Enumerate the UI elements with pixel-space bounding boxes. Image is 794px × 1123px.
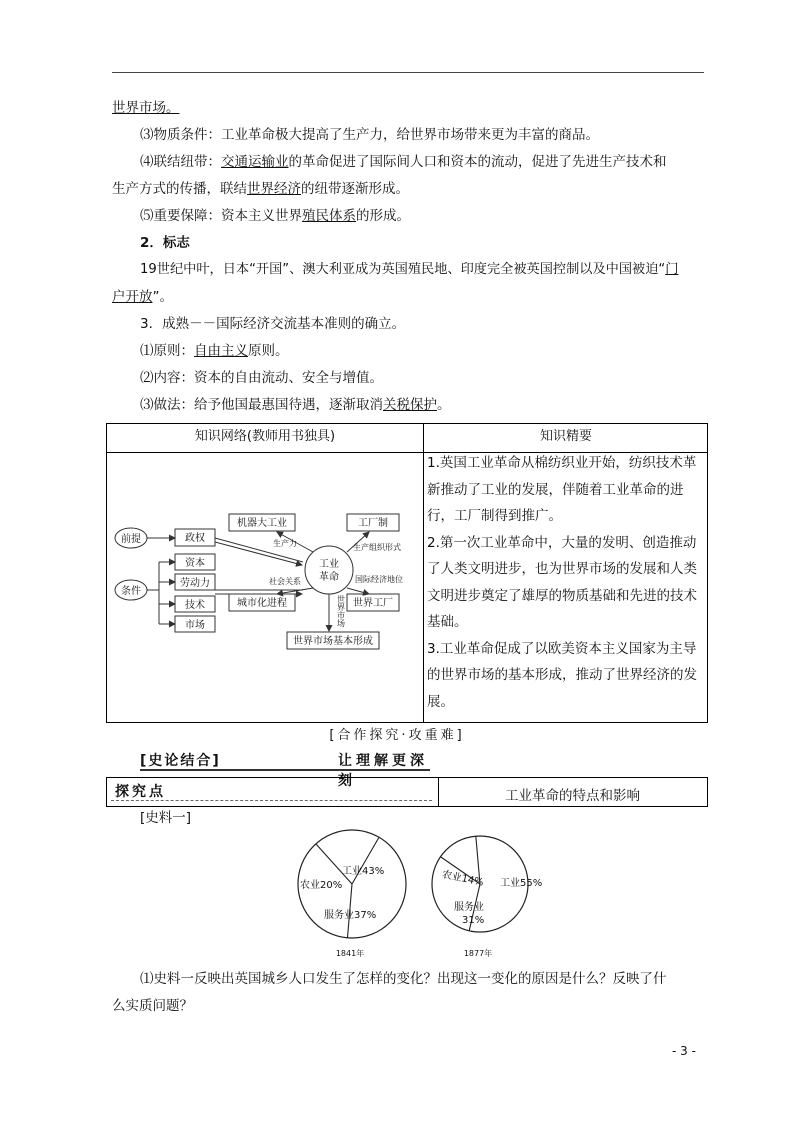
svg-text:世界市场基本形成: 世界市场基本形成 bbox=[293, 636, 373, 647]
note-2: 2.第一次工业革命中，大量的发明、创造推动了人类文明进步，也为世界市场的发展和人类文明进步奠定了雄厚的物质基础和先进的技术基础。 bbox=[427, 534, 697, 630]
p2-service-label-1: 服务业 bbox=[454, 902, 484, 913]
knowledge-essentials-header: 知识精要 bbox=[539, 429, 592, 444]
principle: ⑴原则：自由主义原则。 bbox=[140, 343, 289, 359]
svg-text:工业: 工业 bbox=[319, 559, 339, 570]
heading-mature: 3．成熟－－国际经济交流基本准则的确立。 bbox=[140, 316, 406, 332]
heading-mark: 2．标志 bbox=[140, 235, 190, 251]
mark-text-cont: 户开放”。 bbox=[112, 289, 173, 305]
p1-industry-label: 工业43% bbox=[342, 866, 385, 877]
svg-text:社会关系: 社会关系 bbox=[269, 577, 301, 586]
knowledge-network-header: 知识网络(教师用书独具) bbox=[194, 429, 336, 444]
knowledge-table bbox=[106, 423, 708, 723]
svg-text:城市化进程: 城市化进程 bbox=[237, 598, 287, 609]
history-theory-banner bbox=[140, 750, 430, 789]
p2-year: 1877年 bbox=[463, 949, 493, 958]
content: ⑵内容：资本的自由流动、安全与增值。 bbox=[140, 370, 383, 386]
pie-charts bbox=[290, 828, 543, 960]
item-link: ⑷联结纽带：交通运输业的革命促进了国际间人口和资本的流动，促进了先进生产技术和 bbox=[140, 154, 667, 170]
knowledge-network-diagram bbox=[107, 454, 423, 722]
pie-1841-slice-2 bbox=[316, 844, 352, 884]
industrial-revolution-node bbox=[305, 546, 353, 594]
mark-text: 19世纪中叶，日本“开国”、澳大利亚成为英国殖民地、印度完全被英国控制以及中国被迫“门 bbox=[140, 262, 679, 277]
topic-title: 工业革命的特点和影响 bbox=[505, 788, 640, 804]
svg-text:世界工厂: 世界工厂 bbox=[353, 598, 393, 609]
item-link-cont: 生产方式的传播，联结世界经济的纽带逐渐形成。 bbox=[112, 181, 409, 197]
p2-agri-label: 农业14% bbox=[440, 869, 485, 889]
page-number: - 3 - bbox=[672, 1044, 696, 1058]
p1-service-label: 服务业37% bbox=[324, 910, 377, 921]
svg-text:世: 世 bbox=[337, 595, 345, 604]
p1-year: 1841年 bbox=[335, 949, 365, 958]
svg-text:生产力: 生产力 bbox=[273, 539, 297, 548]
svg-text:机器大工业: 机器大工业 bbox=[237, 518, 287, 529]
item-guarantee: ⑸重要保障：资本主义世界殖民体系的形成。 bbox=[140, 208, 410, 224]
question-line-1: ⑴史料一反映出英国城乡人口发生了怎样的变化？出现这一变化的原因是什么？反映了什 bbox=[140, 971, 667, 987]
svg-text:场: 场 bbox=[337, 619, 345, 628]
svg-text:革命: 革命 bbox=[319, 572, 339, 583]
svg-text:界: 界 bbox=[337, 603, 345, 612]
note-1: 1.英国工业革命从棉纺织业开始，纺织技术革新推动了工业的发展，伴随着工业革命的进行，工厂制得到推广。 bbox=[427, 455, 697, 524]
svg-text:工厂制: 工厂制 bbox=[358, 518, 388, 529]
svg-text:前提: 前提 bbox=[121, 534, 141, 545]
exploration-point: 探究点 bbox=[115, 784, 166, 800]
text-line: 世界市场。 bbox=[112, 100, 180, 116]
dashed-rule bbox=[111, 800, 432, 801]
banner-rule bbox=[140, 769, 430, 771]
p1-agri-label: 农业20% bbox=[300, 880, 343, 891]
svg-text:技术: 技术 bbox=[185, 600, 205, 611]
svg-text:市场: 市场 bbox=[185, 620, 205, 631]
note-3: 3.工业革命促成了以欧美资本主义国家为主导的世界市场的基本形成，推动了世界经济的发展。 bbox=[427, 640, 697, 710]
banner-left: [史论结合] bbox=[140, 753, 221, 769]
p2-service-label-2: 31% bbox=[462, 915, 485, 926]
svg-text:市: 市 bbox=[337, 611, 345, 620]
table-divider bbox=[423, 424, 424, 722]
question-line-2: 么实质问题？ bbox=[112, 998, 193, 1014]
topic-table bbox=[106, 777, 708, 807]
item-material: ⑶物质条件：工业革命极大提高了生产力，给世界市场带来更为丰富的商品。 bbox=[140, 127, 599, 143]
practice: ⑶做法：给予他国最惠国待遇，逐渐取消关税保护。 bbox=[140, 397, 451, 413]
p2-industry-label: 工业55% bbox=[500, 878, 543, 889]
header-rule bbox=[112, 72, 704, 73]
knowledge-notes bbox=[427, 450, 697, 715]
svg-text:劳动力: 劳动力 bbox=[180, 578, 210, 589]
banner-right: 让理解更深刻 bbox=[338, 753, 428, 789]
svg-text:国际经济地位: 国际经济地位 bbox=[355, 575, 403, 584]
svg-text:生产组织形式: 生产组织形式 bbox=[353, 543, 401, 552]
cooperation-heading: [合作探究·攻重难] bbox=[329, 728, 465, 743]
source-label: [史料一] bbox=[140, 810, 192, 826]
svg-text:资本: 资本 bbox=[185, 558, 205, 569]
svg-text:政权: 政权 bbox=[185, 533, 205, 544]
svg-text:条件: 条件 bbox=[121, 586, 141, 597]
